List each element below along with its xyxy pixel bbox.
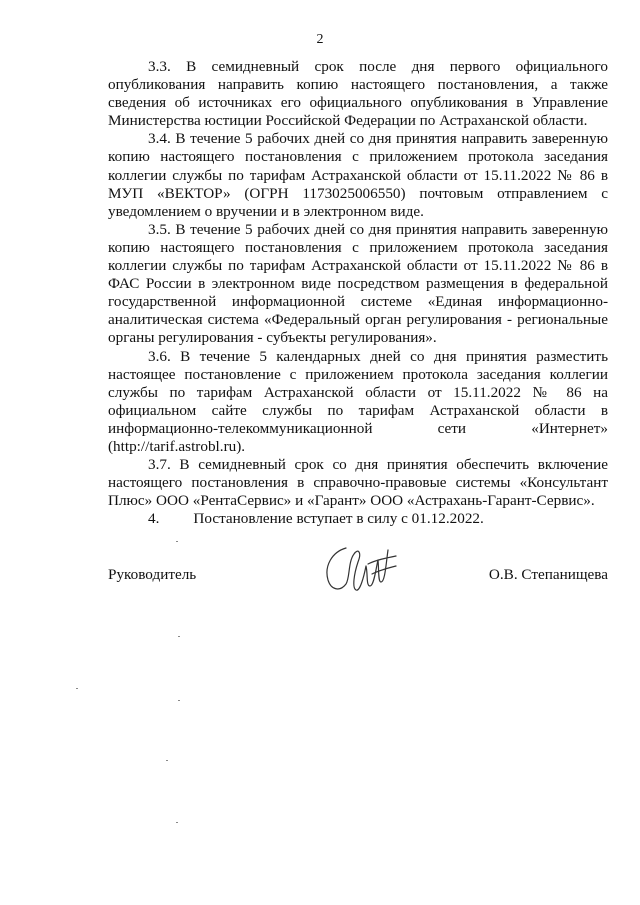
scan-speck <box>176 541 178 542</box>
clause-number: 4. <box>148 510 160 528</box>
clause-text: Постановление вступает в силу с 01.12.2022. <box>193 510 484 528</box>
scan-speck <box>178 636 180 637</box>
signatory-name: О.В. Степанищева <box>488 566 608 583</box>
scan-speck <box>178 700 180 701</box>
paragraph-3-4: 3.4. В течение 5 рабочих дней со дня принятия направить заверенную копию настоящего постановления с приложением протокола заседания коллегии службы по тарифам Астраханской области от 15.11.2022 № 86 в МУП «ВЕКТОР» (ОГРН 1173025006550) почтовым отправлением с уведомлением о вручении и в электронном виде. <box>108 130 608 220</box>
scan-speck <box>176 822 178 823</box>
paragraph-4 <box>108 510 608 528</box>
page-number: 2 <box>316 32 324 47</box>
paragraph-3-5: 3.5. В течение 5 рабочих дней со дня принятия направить заверенную копию настоящего постановления с приложением протокола заседания коллегии службы по тарифам Астраханской области от 15.11.2022 № 86 в ФАС России в электронном виде посредством размещения в федеральной государственной информационной системе «Единая информационно-аналитическая система «Федеральный орган регулирования - региональные органы регулирования - субъекты регулирования». <box>108 220 608 347</box>
paragraph-3-7: 3.7. В семидневный срок со дня принятия обеспечить включение настоящего постановления в справочно-правовые системы «Консультант Плюс» ООО «РентаСервис» и «Гарант» ООО «Астрахань-Гарант-Сервис». <box>108 456 608 510</box>
handwritten-signature <box>318 540 398 602</box>
paragraph-3-6: 3.6. В течение 5 календарных дней со дня принятия разместить настоящее постановление с приложением протокола заседания коллегии службы по тарифам Астраханской области от 15.11.2022 № 86 на официальном сайте службы по тарифам Астраханской области в информационно-телекоммуникационной сети «Интернет» (http://tarif.astrobl.ru). <box>108 347 608 455</box>
document-body <box>108 58 608 528</box>
paragraph-3-3: 3.3. В семидневный срок после дня первого официального опубликования направить копию настоящего постановления, а также сведения об источниках его официального опубликования в Управление Министерства юстиции Российской Федерации по Астраханской области. <box>108 58 608 130</box>
scan-speck <box>166 760 168 761</box>
signatory-title: Руководитель <box>108 566 197 583</box>
scan-speck <box>76 688 78 689</box>
